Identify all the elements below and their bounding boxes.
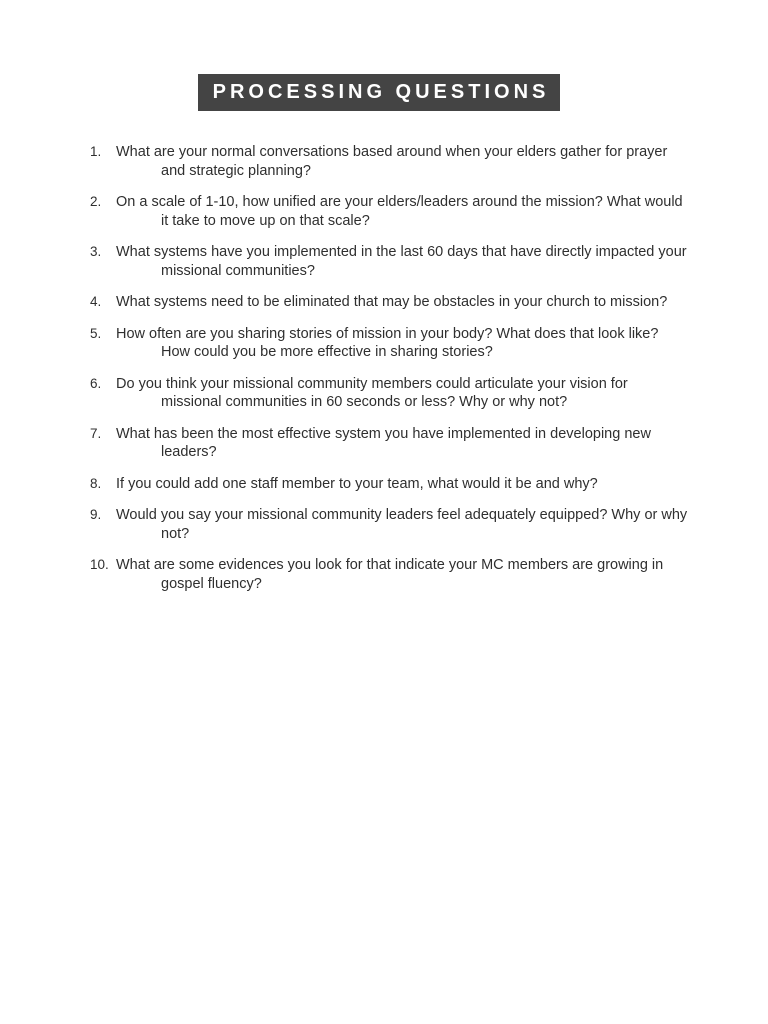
question-item-10 [90, 556, 690, 593]
question-item-1 [90, 143, 690, 180]
question-item-9 [90, 506, 690, 543]
question-number: 10. [90, 557, 109, 572]
question-list [90, 143, 690, 606]
question-item-8 [90, 475, 690, 494]
question-item-4 [90, 293, 690, 312]
question-text: On a scale of 1-10, how unified are your elders/leaders around the mission? What would it take to move up on that scale? [116, 194, 683, 229]
question-text: How often are you sharing stories of mission in your body? What does that look like? How could you be more effective in sharing stories? [116, 325, 659, 360]
title-wrapper [0, 74, 758, 111]
question-number: 3. [90, 244, 102, 259]
question-number: 2. [90, 194, 102, 209]
question-item-7 [90, 425, 690, 462]
page-title: PROCESSING QUESTIONS [198, 74, 561, 111]
question-item-5 [90, 325, 690, 362]
question-number: 9. [90, 507, 102, 522]
question-text: What systems have you implemented in the last 60 days that have directly impacted your missional communities? [116, 244, 687, 279]
question-text: What systems need to be eliminated that may be obstacles in your church to mission? [116, 294, 668, 310]
question-number: 7. [90, 425, 102, 441]
question-number: 4. [90, 294, 102, 309]
question-item-3 [90, 243, 690, 280]
question-item-2 [90, 193, 690, 230]
question-text: Would you say your missional community leaders feel adequately equipped? Why or why not? [116, 507, 688, 542]
question-number: 8. [90, 475, 102, 491]
question-text: If you could add one staff member to your team, what would it be and why? [116, 475, 598, 492]
question-text: What are your normal conversations based around when your elders gather for prayer and strategic planning? [116, 144, 668, 179]
question-text: What has been the most effective system you have implemented in developing new leaders? [116, 425, 651, 460]
question-number: 1. [90, 144, 102, 159]
question-text: What are some evidences you look for that indicate your MC members are growing in gospel fluency? [116, 557, 664, 592]
question-number: 6. [90, 375, 102, 391]
question-number: 5. [90, 325, 102, 341]
question-text: Do you think your missional community members could articulate your vision for missional communities in 60 seconds or less? Why or why not? [116, 375, 628, 410]
question-item-6 [90, 375, 690, 412]
